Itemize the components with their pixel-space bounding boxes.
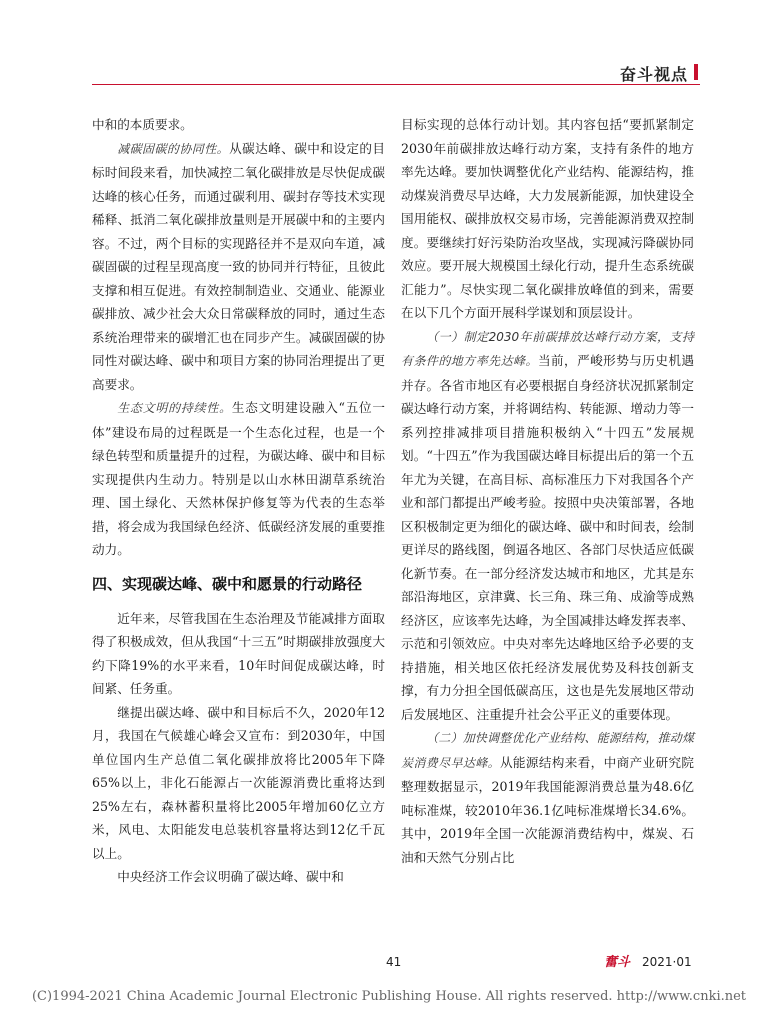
- paragraph-lead: （一）制定2030年前碳排放达峰行动方案，支持有条件的地方率先达峰。: [401, 329, 694, 368]
- header-rule: [92, 84, 700, 85]
- page-header: [0, 0, 778, 90]
- paragraph: 近年来，尽管我国在生态治理及节能减排方面取得了积极成效，但从我国“十三五”时期碳排放强度大约下降19%的水平来看，10年时间促成碳达峰，时间紧、任务重。: [92, 610, 385, 696]
- paragraph: [401, 726, 694, 869]
- copyright-notice: (C)1994-2021 China Academic Journal Electronic Publishing House. All rights reserved. http://www.cnki.net: [31, 989, 747, 1004]
- section-label: 奋斗视点: [619, 65, 688, 84]
- paragraph-body: 当前，严峻形势与历史机遇并存。各省市地区有必要根据自身经济状况抓紧制定碳达峰行动方案，并将调结构、转能源、增动力等一系列控排减排项目措施积极纳入“十四五”发展规划。“十四五”作为我国碳达峰目标提出后的第一个五年尤为关键，在高目标、高标准压力下对我国各个产业和部门都提出严峻考验。按照中央决策部署，各地区积极制定更为细化的碳达峰、碳中和时间表，绘制更详尽的路线图，倒逼各地区、各部门尽快适应低碳化新节奏。在一部分经济发达城市和地区，尤其是东部沿海地区，京津冀、长三角、珠三角、成渝等成熟经济区，应该率先达峰，为全国减排达峰发挥表率、示范和引领效应。中央对率先达峰地区给予必要的支持措施，相关地区依托经济发展优势及科技创新支撑，有力分担全国低碳高压，这也是先发展地区带动后发展地区、注重提升社会公平正义的重要体现。: [401, 353, 694, 722]
- page-number: 41: [386, 955, 402, 969]
- paragraph: 继提出碳达峰、碳中和目标后不久，2020年12月，我国在气候雄心峰会又宣布：到2030年，中国单位国内生产总值二氧化碳排放将比2005年下降65%以上，非化石能源占一次能源消费比重将达到25%左右，森林蓄积量将比2005年增加60亿立方米，风电、太阳能发电总装机容量将达到12亿千瓦以上。: [92, 704, 385, 861]
- paragraph: 目标实现的总体行动计划。其内容包括“要抓紧制定2030年前碳排放达峰行动方案，支持有条件的地方率先达峰。要加快调整优化产业结构、能源结构，推动煤炭消费尽早达峰，大力发展新能源，加快建设全国用能权、碳排放权交易市场，完善能源消费双控制度。要继续打好污染防治攻坚战，实现减污降碳协同效应。要开展大规模国土绿化行动，提升生态系统碳汇能力”。尽快实现二氧化碳排放峰值的到来，需要在以下几个方面开展科学谋划和顶层设计。: [401, 117, 694, 320]
- paragraph-lead: 减碳固碳的协同性。: [117, 141, 230, 156]
- paragraph-body: 从碳达峰、碳中和设定的目标时间段来看，加快减控二氧化碳排放是尽快促成碳达峰的核心任务，而通过碳利用、碳封存等技术实现稀释、抵消二氧化碳排放量则是开展碳中和的主要内容。不过，两个目标的实现路径并不是双向车道，减碳固碳的过程呈现高度一致的协同并行特征，且彼此支撑和相互促进。有效控制制造业、交通业、能源业碳排放、减少社会大众日常碳释放的同时，通过生态系统治理带来的碳增汇也在同步产生。减碳固碳的协同性对碳达峰、碳中和项目方案的协同治理提出了更高要求。: [92, 140, 385, 392]
- paragraph: [401, 325, 694, 727]
- left-column: [92, 113, 385, 889]
- section-heading: 四、实现碳达峰、碳中和愿景的行动路径: [92, 574, 363, 593]
- journal-logo: 奮斗: [604, 955, 631, 970]
- paragraph: [92, 137, 385, 397]
- issue-label: 2021·01: [642, 955, 692, 969]
- section-marker: [694, 64, 698, 80]
- right-column: [401, 113, 694, 869]
- paragraph-body: 生态文明建设融入“五位一体”建设布局的过程既是一个生态化过程，也是一个绿色转型和质量提升的过程，为碳达峰、碳中和目标实现提供内生动力。特别是以山水林田湖草系统治理、国土绿化、天然林保护修复等为代表的生态举措，将会成为我国绿色经济、低碳经济发展的重要推动力。: [92, 400, 385, 557]
- paragraph-body: 从能源结构来看，中商产业研究院整理数据显示，2019年我国能源消费总量为48.6亿吨标准煤，较2010年36.1亿吨标准煤增长34.6%。其中，2019年全国一次能源消费结构中，煤炭、石油和天然气分别占比: [401, 754, 694, 865]
- paragraph: 中央经济工作会议明确了碳达峰、碳中和: [117, 869, 344, 884]
- paragraph-lead: （二）加快调整优化产业结构、能源结构，推动煤炭消费尽早达峰。: [401, 731, 694, 770]
- paragraph: 中和的本质要求。: [92, 117, 193, 132]
- paragraph-lead: 生态文明的持续性。: [117, 401, 232, 415]
- paragraph: [92, 396, 385, 562]
